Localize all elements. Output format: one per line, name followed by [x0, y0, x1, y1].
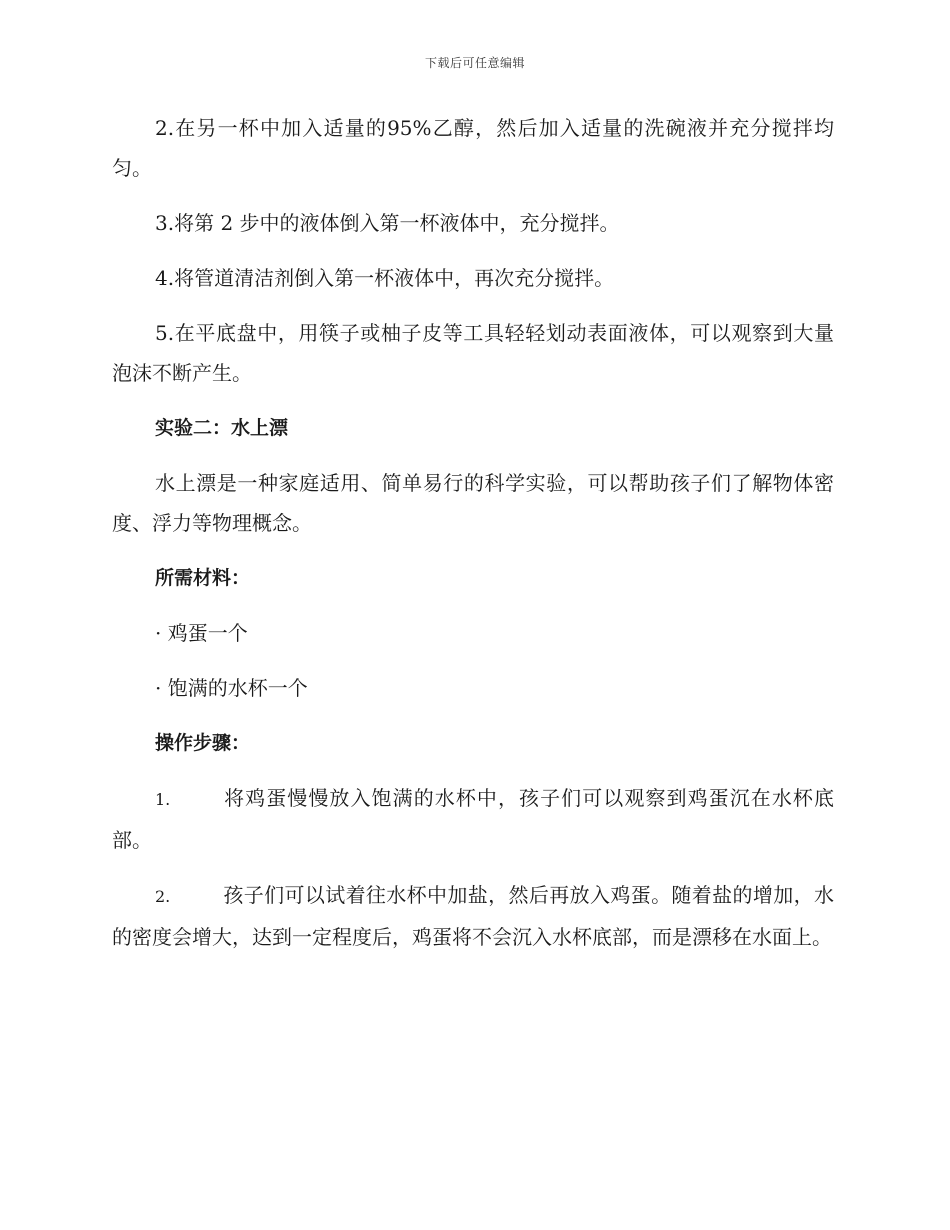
document-body [112, 108, 834, 972]
step-3-paragraph: 3.将第 2 步中的液体倒入第一杯液体中，充分搅拌。 [155, 211, 620, 235]
page-header: 下载后可任意编辑 [424, 56, 525, 70]
material-item-egg: · 鸡蛋一个 [155, 621, 248, 645]
procedure-step-1 [112, 778, 834, 860]
step-4-paragraph: 4.将管道清洁剂倒入第一杯液体中，再次充分搅拌。 [155, 266, 615, 290]
materials-title: 所需材料： [155, 567, 251, 589]
procedure-step-2-text: 孩子们可以试着往水杯中加盐，然后再放入鸡蛋。随着盐的增加，水的密度会增大，达到一定程度后，鸡蛋将不会沉入水杯底部，而是漂移在水面上。 [112, 883, 834, 949]
procedure-step-1-marker: 1. [155, 790, 171, 809]
procedure-step-2-marker: 2. [155, 887, 171, 906]
experiment-2-title: 实验二：水上漂 [155, 417, 289, 439]
step-5-paragraph: 5.在平底盘中，用筷子或柚子皮等工具轻轻划动表面液体，可以观察到大量泡沫不断产生。 [112, 321, 834, 385]
procedure-step-1-text: 将鸡蛋慢慢放入饱满的水杯中，孩子们可以观察到鸡蛋沉在水杯底部。 [112, 786, 834, 852]
material-item-cup: · 饱满的水杯一个 [155, 676, 308, 700]
step-2-paragraph: 2.在另一杯中加入适量的95%乙醇，然后加入适量的洗碗液并充分搅拌均匀。 [112, 116, 834, 180]
procedure-step-2 [112, 875, 834, 957]
steps-title: 操作步骤： [155, 732, 251, 754]
experiment-2-intro: 水上漂是一种家庭适用、简单易行的科学实验，可以帮助孩子们了解物体密度、浮力等物理概念。 [112, 471, 834, 535]
